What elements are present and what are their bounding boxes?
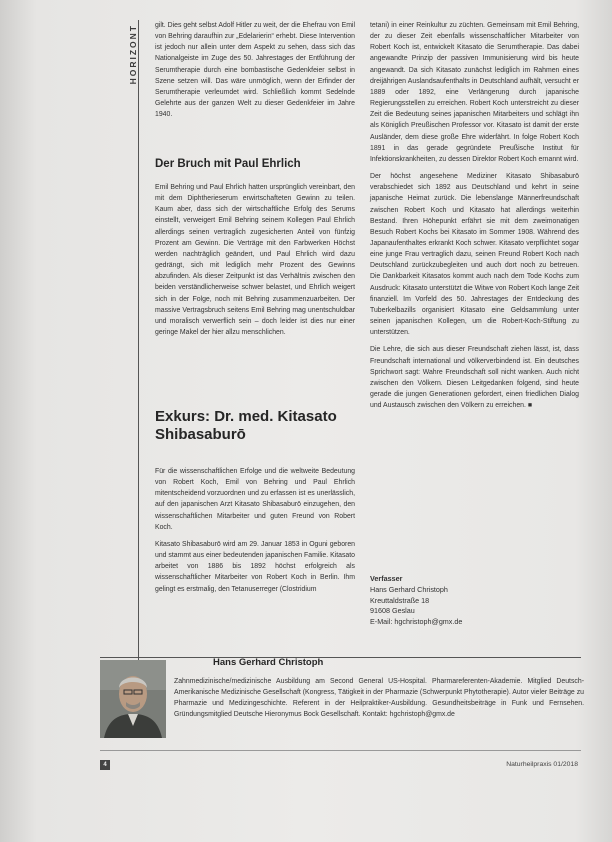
left-column-exkurs — [155, 466, 355, 601]
exkurs-paragraph-1: Für die wissenschaftlichen Erfolge und die weltweite Bedeutung von Robert Koch, Emil von Behring und Paul Ehrlich mitentscheidend vorzuordnen und zu erfassen ist es unerlässlich, auf den japanischen Arzt Kitasato Shibasaburō einzugehen, den wissenschaftlichen Mitarbeiter und guten Freund von Robert Koch. — [155, 468, 355, 531]
heading-bruch: Der Bruch mit Paul Ehrlich — [155, 158, 301, 170]
footer-rule — [100, 750, 581, 751]
signature-email: E-Mail: hgchristoph@gmx.de — [370, 617, 463, 627]
left-column-bruch — [155, 182, 355, 344]
signature-street: Kreuttaldstraße 18 — [370, 595, 430, 605]
intro-paragraph: gilt. Dies geht selbst Adolf Hitler zu weit, der die Ehefrau von Emil von Behring daraufhin zur „Edelarierin“ erhebt. Diese Intervention ist jedoch nur allein unter dem Aspekt zu sehen, dass sich das Nationalgeiste im Zuge des 50. Jahrestages der Entführung der Serumtherapie durch eine bombastische Gedenkfeier selbst in Szene setzen will. Das wäre unmöglich, wenn der Erfinder der Serumtherapie verleumdet wird. Schließlich kommt Sedelnde Gelehrte aus der ganzen Welt zu dieser Gedenkfeier im Jahre 1940. — [155, 22, 355, 119]
bio-divider — [100, 657, 581, 658]
heading-exkurs: Exkurs: Dr. med. Kitasato Shibasaburō — [155, 408, 337, 443]
left-column-intro — [155, 20, 355, 126]
bio-name: Hans Gerhard Christoph — [213, 657, 324, 668]
signature-city: 91608 Geslau — [370, 606, 415, 616]
section-label: HORIZONT — [128, 24, 138, 85]
right-paragraph-3 — [370, 344, 579, 411]
bruch-paragraph: Emil Behring und Paul Ehrlich hatten ursprünglich vereinbart, den mit dem Diphtherieserum erwirtschafteten Gewinn zu teilen. Kaum aber, dass sich der wirtschaftliche Erfolg des Serums einstellt, verweigert Emil Behring seinem Kollegen Paul Ehrlich allerdings seinen vertraglich zugesicherten Anteil von fünfzig Prozent am Gewinn. Die Verträge mit den Farbwerken Höchst werden nachträglich geändert, und Paul Ehrlich wird dazu gedrängt, sich mit lediglich mehr Prozent des Gewinns abzufinden. Als dieser Zeitpunkt ist das Verhältnis zwischen den beiden verständlicherweise schwer belastet, und Ehrlich weigert sich in der Folge, noch mit Behring zusammenzuarbeiten. Der massive Vertragsbruch seitens Emil Behring mag unentschuldbar und moralisch verwerflich sein – doch leider ist dies nur einer geringe Makel der hier allzu menschlichen. — [155, 184, 355, 337]
end-mark: ■ — [527, 402, 532, 410]
right-paragraph-3-text: Die Lehre, die sich aus dieser Freundschaft ziehen lässt, ist, dass Freundschaft international und völkerverbindend ist. Ein deutsches Sprichwort sagt: Wahre Freundschaft soll nicht wanken. Auch nicht zwischen den Völkern. Diesen Leitgedanken folgend, sind heute gerade die jungen Generationen gefordert, einen friedlichen Dialog und Austausch zwischen den Völkern zu erreichen. — [370, 346, 579, 410]
right-column — [370, 20, 579, 417]
bio-text: Zahnmedizinische/medizinische Ausbildung am Second General US-Hospital. Pharmareferenten-Akademie. Mitglied Deutsch-Amerikanische Medizinische Gesellschaft (Kongress, Tätigkeit in der Pharmazie (Schwerpunkt Phytotherapie). Autor vieler Beiträge zu Pharmazie und Medizingeschichte. Referent in der Heilpraktiker-Ausbildung. Gesundheitsbeiträge in Funk und Fernsehen. Gründungsmitglied Deutsche Hieronymus Bock Gesellschaft. Kontakt: hgchristoph@gmx.de — [174, 678, 584, 718]
signature-name: Hans Gerhard Christoph — [370, 584, 448, 594]
page-number: 4 — [100, 760, 110, 770]
signature-label: Verfasser — [370, 574, 403, 583]
author-signature — [370, 574, 462, 628]
right-paragraph-1: tetani) in einer Reinkultur zu züchten. Gemeinsam mit Emil Behring, der zu dieser Zeit ebenfalls wissenschaftlicher Mitarbeiter von Robert Koch ist, entwickelt Kitasato die Serumtherapie. Das dabei angewandte Prinzip der passiven Immunisierung wird bis heute angewandt. Da sich Kitasato zunächst lediglich im Rahmen eines dreijährigen Auslandsaufenthalts in Deutschland aufhält, versucht er 1889 oder 1892, eine Verlängerung durch japanische Regierungsstellen zu erreichen. Robert Koch unterstreicht zu dieser Zeit die Bedeutung seines japanischen Mitarbeiters und schlägt ihn als Königlich Preußischen Professor vor. Kitasato ist damit der erste Ausländer, dem diese große Ehre widerfährt. In folge Robert Koch 1891 in das gerade gegründete Preußische Institut für Infektionskrankheiten, zu dessen Direktor Robert Koch ernannt wird. — [370, 22, 579, 163]
right-paragraph-2: Der höchst angesehene Mediziner Kitasato Shibasaburō verabschiedet sich 1892 aus Deutschland und kehrt in seine japanische Heimat zurück. Die lebenslange Männerfreundschaft zwischen Robert Koch und Kitasato hat allerdings weiterhin Bestand. Ihren Höhepunkt erfährt sie mit dem zweimonatigen Besuch Robert Kochs bei Kitasato im Sommer 1908. Während des Japanaufenthaltes erkrankt Koch schwer. Kitasato verpflichtet sogar eine junge Frau vertraglich dazu, seinen Freund Robert Koch nach Deutschland zurückzubegleiten und auch dort noch zu betreuen. Die Dankbarkeit Kitasatos kommt auch nach dem Tode Kochs zum Ausdruck: Kitasato unterstützt die Witwe von Robert Koch lange Zeit finanziell. Im Vorfeld des 50. Jahrestages der Entdeckung des Tuberkelbazills organisiert Kitasato eine Geldsammlung unter seinen japanischen Kollegen, um die Robert-Koch-Stiftung zu unterstützen. — [370, 173, 579, 337]
section-rule — [138, 20, 139, 660]
author-portrait-icon — [100, 660, 166, 738]
journal-footer: Naturheilpraxis 01/2018 — [506, 761, 578, 768]
exkurs-paragraph-2: Kitasato Shibasaburō wird am 29. Januar 1853 in Oguni geboren und stammt aus einer bedeutenden japanischen Familie. Kitasato arbeitet von 1886 bis 1892 höchst erfolgreich als wissenschaftlicher Mitarbeiter von Robert Koch in Berlin. Ihm gelingt es erstmalig, den Tetanuserreger (Clostridium — [155, 540, 355, 593]
author-photo — [100, 660, 166, 738]
